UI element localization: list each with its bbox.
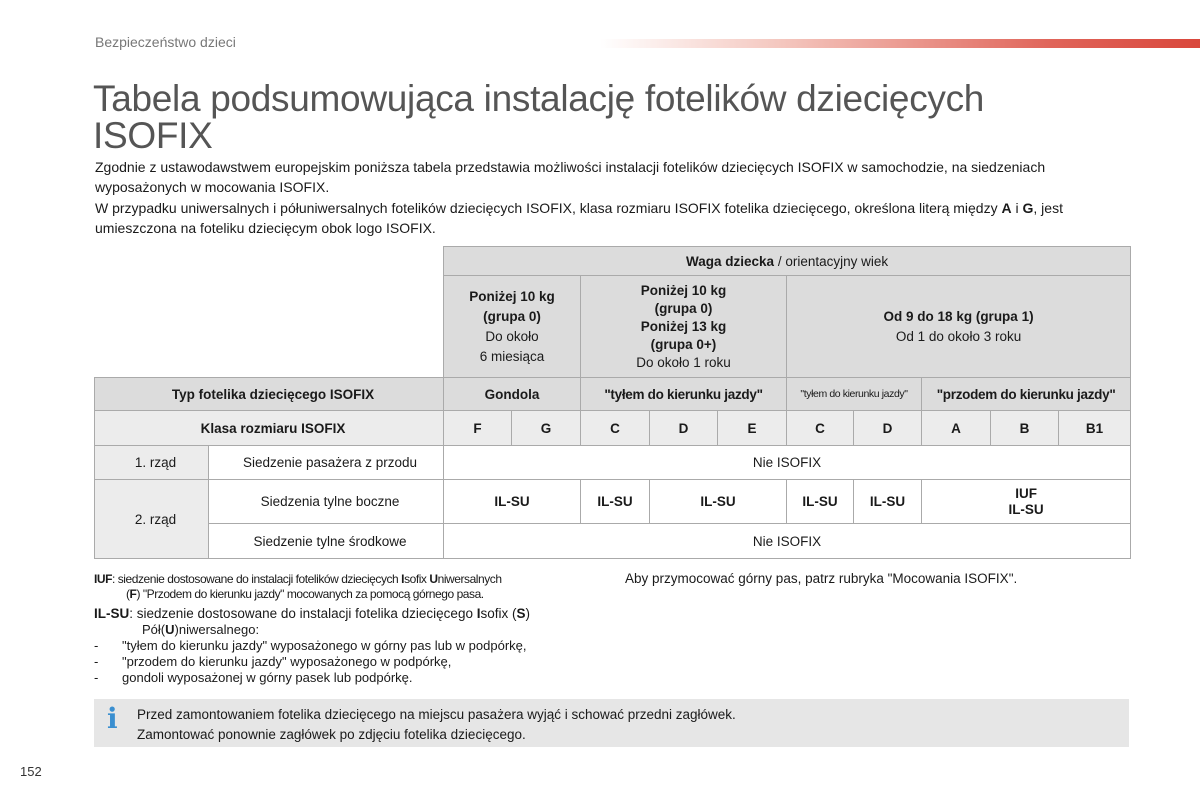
group-1-age: Od 1 do około 3 roku — [895, 328, 1022, 344]
list-item — [94, 638, 614, 654]
page-number: 152 — [20, 764, 42, 779]
group-1-weight: Od 9 do 18 kg (grupa 1) — [883, 308, 1034, 324]
class-cell: F — [444, 411, 512, 446]
list-item — [94, 670, 614, 686]
info-text — [137, 705, 736, 745]
row-2-middle-seat: Siedzenie tylne środkowe — [209, 524, 444, 559]
isofix-table — [94, 246, 1131, 559]
type-gondola: Gondola — [444, 378, 581, 411]
iuf-note-line1 — [94, 572, 614, 587]
class-cell: D — [650, 411, 718, 446]
list-item-text: "tyłem do kierunku jazdy" wyposażonego w górny pas lub w podpórkę, — [122, 638, 527, 653]
side-seat-iuf-line1: IUF — [1015, 485, 1037, 501]
group-0-age-1: Do około — [485, 328, 539, 344]
list-item — [94, 654, 614, 670]
group-0-header — [444, 276, 581, 378]
ilsu-note-text: Pół( — [142, 622, 166, 637]
iuf-note-line2 — [94, 587, 614, 602]
group-0-age-2: 6 miesiąca — [479, 348, 545, 364]
iuf-note-U: U — [429, 572, 438, 586]
row-2-side-seat: Siedzenia tylne boczne — [209, 480, 444, 524]
info-box — [94, 699, 1129, 747]
class-cell: C — [787, 411, 854, 446]
intro-paragraph-2 — [95, 198, 1125, 239]
iuf-code: IUF — [94, 572, 112, 586]
intro-p2-before: W przypadku uniwersalnych i półuniwersalnych fotelików dziecięcych ISOFIX, klasa rozmiaru ISOFIX fotelika dziecięcego, określona literą między — [95, 199, 1002, 216]
intro-paragraph-1: Zgodnie z ustawodawstwem europejskim poniższa tabela przedstawia możliwości instalacji fotelików dziecięcych ISOFIX w samochodzie, na siedzeniach wyposażonych w mocowania ISOFIX. — [95, 159, 1046, 196]
iuf-note-text: sofix — [404, 572, 430, 586]
weight-header-rest: / orientacyjny wiek — [774, 253, 889, 269]
ilsu-note-S: S — [516, 606, 526, 621]
info-line-1: Przed zamontowaniem fotelika dziecięcego na miejscu pasażera wyjąć i schować przedni zagłówek. — [137, 707, 736, 722]
header-accent-bar — [600, 39, 1200, 48]
group-0plus-weight-1: Poniżej 10 kg — [640, 282, 727, 298]
type-rear-facing-small: "tyłem do kierunku jazdy" — [787, 378, 922, 411]
side-seat-iuf — [922, 480, 1131, 524]
info-icon: i — [107, 702, 118, 735]
legend-notes — [94, 572, 614, 686]
list-item-text: gondoli wyposażonej w górny pasek lub podpórkę. — [122, 670, 413, 685]
iuf-note-text: ( — [126, 587, 130, 601]
list-item-text: "przodem do kierunku jazdy" wyposażonego w podpórkę, — [122, 654, 452, 669]
type-rear-facing: "tyłem do kierunku jazdy" — [581, 378, 787, 411]
iuf-note-I: I — [401, 572, 405, 586]
group-0plus-group-2: (grupa 0+) — [650, 336, 717, 352]
list-dash: - — [94, 638, 99, 653]
ilsu-note-text: ) — [525, 606, 531, 621]
intro-p2-after: , jest umieszczona na foteliku dziecięcym obok logo ISOFIX. — [95, 199, 1063, 236]
class-cell: C — [581, 411, 650, 446]
section-title: Bezpieczeństwo dzieci — [95, 34, 236, 50]
side-seat-value: IL-SU — [444, 480, 581, 524]
intro-p2-i: i — [1011, 199, 1023, 216]
side-seat-value: IL-SU — [650, 480, 787, 524]
table-blank-corner — [95, 247, 444, 276]
group-1-header — [787, 276, 1131, 378]
class-row-label: Klasa rozmiaru ISOFIX — [95, 411, 444, 446]
class-cell: B1 — [1059, 411, 1131, 446]
ilsu-note-I: I — [476, 606, 481, 621]
class-cell: B — [991, 411, 1059, 446]
group-0-weight: Poniżej 10 kg — [469, 288, 555, 304]
list-dash: - — [94, 654, 99, 669]
row-2-middle-value: Nie ISOFIX — [444, 524, 1131, 559]
ilsu-note-U: U — [165, 622, 175, 637]
intro-p2-a: A — [1001, 199, 1012, 216]
row-1-seat: Siedzenie pasażera z przodu — [209, 446, 444, 480]
group-0plus-header — [581, 276, 787, 378]
ilsu-note-line2 — [94, 622, 614, 638]
ilsu-note-text: )niwersalnego: — [174, 622, 260, 637]
side-seat-iuf-line2: IL-SU — [1008, 501, 1044, 517]
page-title-line2: ISOFIX — [93, 115, 213, 156]
page-title-line1: Tabela podsumowująca instalację fotelików dziecięcych — [93, 78, 985, 119]
info-line-2: Zamontować ponownie zagłówek po zdjęciu fotelika dziecięcego. — [137, 727, 526, 742]
side-seat-value: IL-SU — [787, 480, 854, 524]
class-cell: E — [718, 411, 787, 446]
group-0plus-weight-2: Poniżej 13 kg — [640, 318, 727, 334]
ilsu-note-text: sofix ( — [480, 606, 517, 621]
type-forward-facing: "przodem do kierunku jazdy" — [922, 378, 1131, 411]
group-0-group: (grupa 0) — [483, 308, 541, 324]
list-dash: - — [94, 670, 99, 685]
weight-header-bold: Waga dziecka — [686, 253, 775, 269]
top-tether-note: Aby przymocować górny pas, patrz rubryka "Mocowania ISOFIX". — [625, 571, 1018, 586]
class-cell: A — [922, 411, 991, 446]
intro-text — [95, 157, 1125, 238]
iuf-note-text: : siedzenie dostosowane do instalacji fotelików dziecięcych — [111, 572, 402, 586]
ilsu-note-text: : siedzenie dostosowane do instalacji fotelika dziecięcego — [129, 606, 477, 621]
class-cell: D — [854, 411, 922, 446]
row-1-label: 1. rząd — [95, 446, 209, 480]
intro-p2-g: G — [1022, 199, 1034, 216]
type-row-label: Typ fotelika dziecięcego ISOFIX — [95, 378, 444, 411]
table-blank-corner-2 — [95, 276, 444, 378]
iuf-note-text: niwersalnych — [437, 572, 502, 586]
iuf-note-F: F — [129, 587, 137, 601]
iuf-note-text: ) "Przodem do kierunku jazdy" mocowanych za pomocą górnego pasa. — [136, 587, 484, 601]
group-0plus-group-1: (grupa 0) — [654, 300, 713, 316]
ilsu-code: IL-SU — [94, 606, 130, 621]
ilsu-note-line1 — [94, 605, 614, 622]
side-seat-value: IL-SU — [854, 480, 922, 524]
class-cell: G — [512, 411, 581, 446]
row-1-value: Nie ISOFIX — [444, 446, 1131, 480]
side-seat-value: IL-SU — [581, 480, 650, 524]
page-title — [93, 80, 984, 154]
row-2-label: 2. rząd — [95, 480, 209, 559]
group-0plus-age: Do około 1 roku — [636, 354, 731, 370]
weight-header — [444, 247, 1131, 276]
